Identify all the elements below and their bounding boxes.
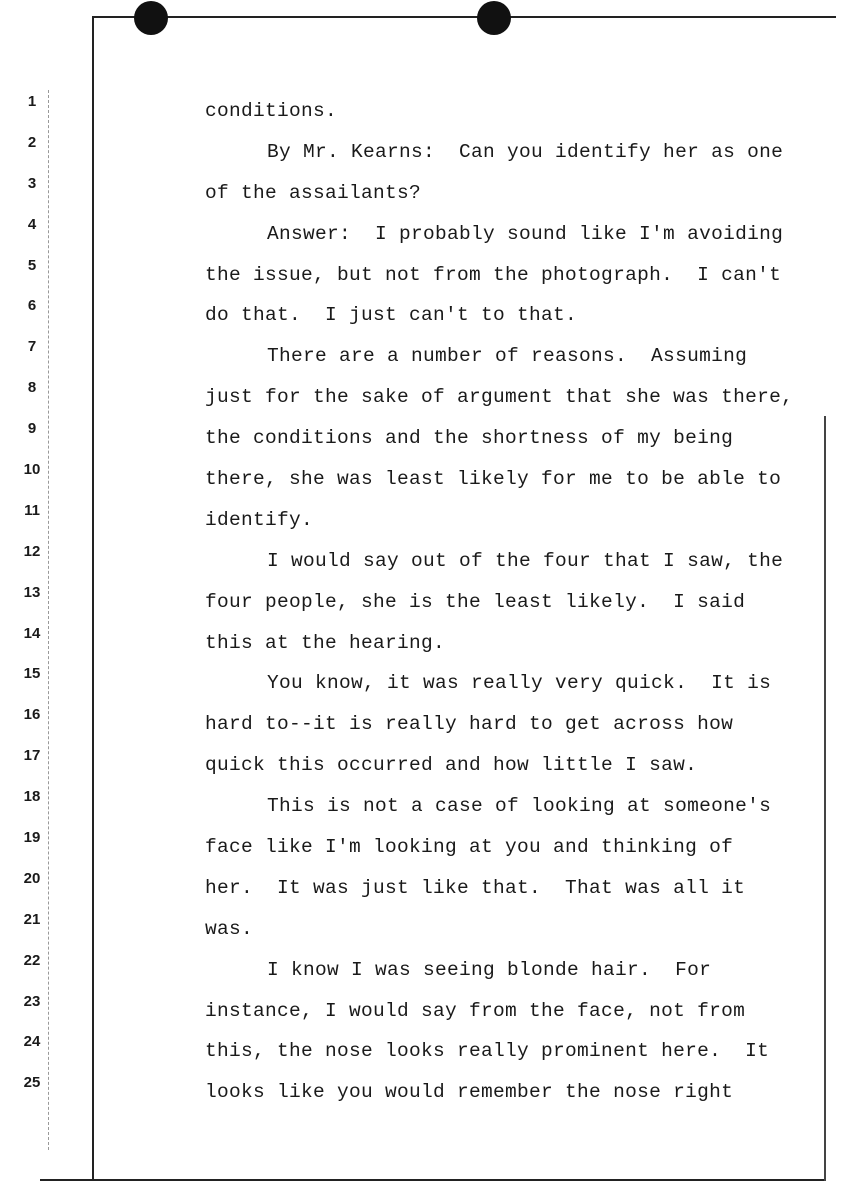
transcript-line: the issue, but not from the photograph. I can't xyxy=(205,263,782,286)
line-number: 22 xyxy=(23,951,41,969)
transcript-line: just for the sake of argument that she was there, xyxy=(205,386,794,409)
transcript-line: face like I'm looking at you and thinking of xyxy=(205,836,734,859)
line-number-margin-rule xyxy=(48,90,49,1150)
frame-bottom-border xyxy=(40,1179,826,1181)
line-number: 10 xyxy=(23,461,41,479)
line-number: 5 xyxy=(27,256,37,274)
transcript-line: This is not a case of looking at someone's xyxy=(267,795,772,818)
transcript-line: of the assailants? xyxy=(205,181,422,204)
line-number: 21 xyxy=(23,910,41,928)
line-number: 12 xyxy=(23,542,41,560)
binder-hole-right xyxy=(477,1,511,35)
transcript-line: the conditions and the shortness of my being xyxy=(205,427,734,450)
transcript-line: conditions. xyxy=(205,100,338,122)
transcript-line: instance, I would say from the face, not from xyxy=(205,999,746,1022)
transcript-line: this, the nose looks really prominent here. It xyxy=(205,1040,770,1063)
transcript-line: was. xyxy=(205,917,254,940)
line-number: 23 xyxy=(23,992,41,1010)
line-number: 18 xyxy=(23,788,41,806)
line-number: 25 xyxy=(23,1074,41,1092)
transcript-line: her. It was just like that. That was all it xyxy=(205,876,746,899)
line-number: 1 xyxy=(27,93,37,110)
transcript-line: Answer: I probably sound like I'm avoiding xyxy=(267,222,784,245)
transcript-line: identify. xyxy=(205,508,314,531)
line-number: 19 xyxy=(23,829,41,847)
line-number: 14 xyxy=(23,624,41,642)
line-number: 20 xyxy=(23,869,41,887)
line-number: 4 xyxy=(27,215,37,233)
transcript-line: quick this occurred and how little I saw. xyxy=(205,754,698,777)
line-number: 3 xyxy=(27,174,37,192)
transcript-line: I would say out of the four that I saw, the xyxy=(267,549,784,572)
frame-left-border xyxy=(92,16,94,1181)
line-number: 17 xyxy=(23,747,41,765)
line-number: 13 xyxy=(23,583,41,601)
line-number: 6 xyxy=(27,297,37,315)
binder-hole-left xyxy=(134,1,168,35)
transcript-line: four people, she is the least likely. I said xyxy=(205,590,746,613)
line-number-column xyxy=(20,88,44,1110)
transcript-line: I know I was seeing blonde hair. For xyxy=(267,958,712,981)
transcript-line: there, she was least likely for me to be able to xyxy=(205,468,782,491)
transcript-line: By Mr. Kearns: Can you identify her as one xyxy=(267,140,784,163)
line-number: 16 xyxy=(23,706,41,724)
line-number: 9 xyxy=(27,420,37,438)
transcript-line: You know, it was really very quick. It is xyxy=(267,672,772,695)
line-number: 8 xyxy=(27,379,37,397)
line-number: 24 xyxy=(23,1033,41,1051)
transcript-line: hard to--it is really hard to get across how xyxy=(205,713,734,736)
frame-top-border xyxy=(92,16,836,18)
transcript-line: do that. I just can't to that. xyxy=(205,304,578,327)
line-number: 15 xyxy=(23,665,41,683)
line-number: 11 xyxy=(24,501,40,519)
line-number: 2 xyxy=(27,133,37,151)
transcript-line: looks like you would remember the nose right xyxy=(205,1081,734,1104)
transcript-line: There are a number of reasons. Assuming xyxy=(267,345,748,368)
line-number: 7 xyxy=(27,338,37,356)
transcript-line: this at the hearing. xyxy=(205,631,446,654)
transcript-body xyxy=(205,96,830,1118)
